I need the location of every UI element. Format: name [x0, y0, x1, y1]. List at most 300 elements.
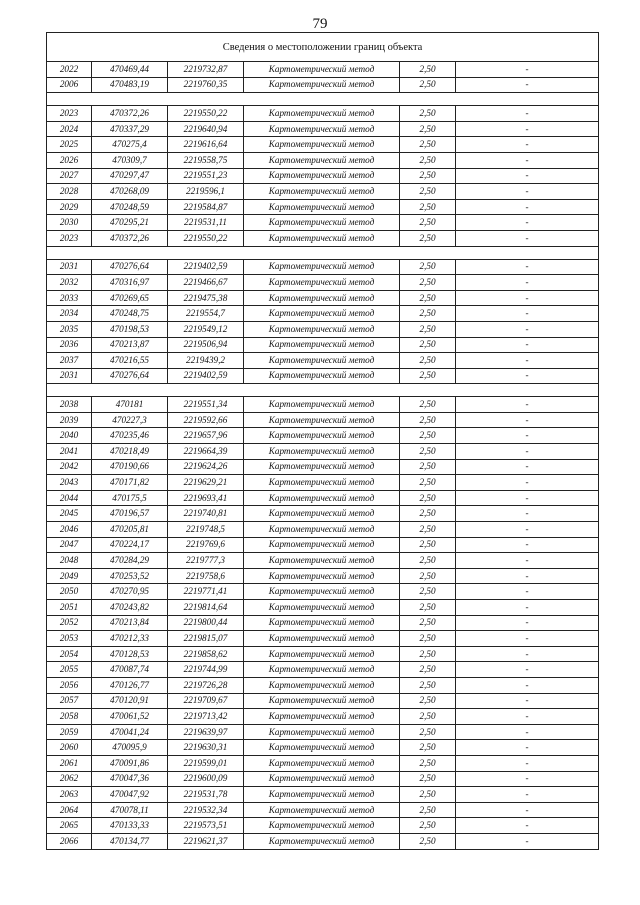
- point-number-cell: 2042: [47, 459, 92, 475]
- x-coordinate-cell: 470270,95: [92, 584, 168, 600]
- y-coordinate-cell: 2219858,62: [168, 646, 244, 662]
- x-coordinate-cell: 470134,77: [92, 833, 168, 849]
- y-coordinate-cell: 2219758,6: [168, 568, 244, 584]
- point-number-cell: 2039: [47, 412, 92, 428]
- accuracy-cell: 2,50: [400, 646, 456, 662]
- table-row: [47, 724, 599, 740]
- accuracy-cell: 2,50: [400, 397, 456, 413]
- accuracy-cell: 2,50: [400, 368, 456, 384]
- y-coordinate-cell: 2219769,6: [168, 537, 244, 553]
- group-separator-cell: [47, 246, 599, 259]
- table-row: [47, 337, 599, 353]
- accuracy-cell: 2,50: [400, 693, 456, 709]
- point-number-cell: 2026: [47, 152, 92, 168]
- table-row: [47, 412, 599, 428]
- point-number-cell: 2063: [47, 787, 92, 803]
- method-cell: Картометрический метод: [244, 337, 400, 353]
- point-number-cell: 2027: [47, 168, 92, 184]
- x-coordinate-cell: 470295,21: [92, 215, 168, 231]
- point-number-cell: 2032: [47, 275, 92, 291]
- method-cell: Картометрический метод: [244, 740, 400, 756]
- accuracy-cell: 2,50: [400, 787, 456, 803]
- y-coordinate-cell: 2219726,28: [168, 677, 244, 693]
- accuracy-cell: 2,50: [400, 121, 456, 137]
- method-cell: Картометрический метод: [244, 121, 400, 137]
- table-row: [47, 184, 599, 200]
- method-cell: Картометрический метод: [244, 771, 400, 787]
- x-coordinate-cell: 470276,64: [92, 259, 168, 275]
- accuracy-cell: 2,50: [400, 77, 456, 93]
- table-row: [47, 397, 599, 413]
- accuracy-cell: 2,50: [400, 321, 456, 337]
- table-row: [47, 121, 599, 137]
- x-coordinate-cell: 470181: [92, 397, 168, 413]
- accuracy-cell: 2,50: [400, 168, 456, 184]
- accuracy-cell: 2,50: [400, 568, 456, 584]
- x-coordinate-cell: 470216,55: [92, 353, 168, 369]
- point-number-cell: 2046: [47, 522, 92, 538]
- y-coordinate-cell: 2219554,7: [168, 306, 244, 322]
- description-cell: -: [456, 490, 599, 506]
- y-coordinate-cell: 2219709,67: [168, 693, 244, 709]
- y-coordinate-cell: 2219629,21: [168, 475, 244, 491]
- description-cell: -: [456, 662, 599, 678]
- description-cell: -: [456, 321, 599, 337]
- point-number-cell: 2033: [47, 290, 92, 306]
- table-row: [47, 275, 599, 291]
- method-cell: Картометрический метод: [244, 428, 400, 444]
- group-separator-row: [47, 384, 599, 397]
- y-coordinate-cell: 2219584,87: [168, 199, 244, 215]
- accuracy-cell: 2,50: [400, 106, 456, 122]
- method-cell: Картометрический метод: [244, 818, 400, 834]
- x-coordinate-cell: 470212,33: [92, 631, 168, 647]
- method-cell: Картометрический метод: [244, 755, 400, 771]
- table-row: [47, 62, 599, 78]
- method-cell: Картометрический метод: [244, 444, 400, 460]
- table-row: [47, 802, 599, 818]
- y-coordinate-cell: 2219600,09: [168, 771, 244, 787]
- point-number-cell: 2061: [47, 755, 92, 771]
- point-number-cell: 2041: [47, 444, 92, 460]
- description-cell: -: [456, 428, 599, 444]
- description-cell: -: [456, 740, 599, 756]
- point-number-cell: 2030: [47, 215, 92, 231]
- description-cell: -: [456, 184, 599, 200]
- table-row: [47, 106, 599, 122]
- x-coordinate-cell: 470268,09: [92, 184, 168, 200]
- method-cell: Картометрический метод: [244, 802, 400, 818]
- description-cell: -: [456, 724, 599, 740]
- accuracy-cell: 2,50: [400, 802, 456, 818]
- y-coordinate-cell: 2219664,39: [168, 444, 244, 460]
- x-coordinate-cell: 470091,86: [92, 755, 168, 771]
- point-number-cell: 2044: [47, 490, 92, 506]
- point-number-cell: 2006: [47, 77, 92, 93]
- point-number-cell: 2058: [47, 709, 92, 725]
- accuracy-cell: 2,50: [400, 290, 456, 306]
- y-coordinate-cell: 2219599,01: [168, 755, 244, 771]
- table-row: [47, 553, 599, 569]
- y-coordinate-cell: 2219402,59: [168, 259, 244, 275]
- method-cell: Картометрический метод: [244, 137, 400, 153]
- method-cell: Картометрический метод: [244, 215, 400, 231]
- method-cell: Картометрический метод: [244, 522, 400, 538]
- method-cell: Картометрический метод: [244, 152, 400, 168]
- method-cell: Картометрический метод: [244, 662, 400, 678]
- x-coordinate-cell: 470205,81: [92, 522, 168, 538]
- description-cell: -: [456, 771, 599, 787]
- table-row: [47, 833, 599, 849]
- y-coordinate-cell: 2219639,97: [168, 724, 244, 740]
- y-coordinate-cell: 2219624,26: [168, 459, 244, 475]
- method-cell: Картометрический метод: [244, 537, 400, 553]
- x-coordinate-cell: 470061,52: [92, 709, 168, 725]
- accuracy-cell: 2,50: [400, 337, 456, 353]
- y-coordinate-cell: 2219549,12: [168, 321, 244, 337]
- table-row: [47, 199, 599, 215]
- x-coordinate-cell: 470284,29: [92, 553, 168, 569]
- x-coordinate-cell: 470243,82: [92, 600, 168, 616]
- y-coordinate-cell: 2219550,22: [168, 230, 244, 246]
- method-cell: Картометрический метод: [244, 106, 400, 122]
- x-coordinate-cell: 470483,19: [92, 77, 168, 93]
- point-number-cell: 2050: [47, 584, 92, 600]
- y-coordinate-cell: 2219531,11: [168, 215, 244, 231]
- method-cell: Картометрический метод: [244, 62, 400, 78]
- method-cell: Картометрический метод: [244, 275, 400, 291]
- x-coordinate-cell: 470218,49: [92, 444, 168, 460]
- point-number-cell: 2035: [47, 321, 92, 337]
- table-row: [47, 662, 599, 678]
- point-number-cell: 2054: [47, 646, 92, 662]
- description-cell: -: [456, 802, 599, 818]
- method-cell: Картометрический метод: [244, 397, 400, 413]
- y-coordinate-cell: 2219800,44: [168, 615, 244, 631]
- x-coordinate-cell: 470227,3: [92, 412, 168, 428]
- x-coordinate-cell: 470235,46: [92, 428, 168, 444]
- y-coordinate-cell: 2219531,78: [168, 787, 244, 803]
- description-cell: -: [456, 397, 599, 413]
- description-cell: -: [456, 818, 599, 834]
- accuracy-cell: 2,50: [400, 724, 456, 740]
- description-cell: -: [456, 215, 599, 231]
- point-number-cell: 2024: [47, 121, 92, 137]
- table-row: [47, 584, 599, 600]
- method-cell: Картометрический метод: [244, 833, 400, 849]
- method-cell: Картометрический метод: [244, 459, 400, 475]
- table-row: [47, 428, 599, 444]
- description-cell: -: [456, 646, 599, 662]
- description-cell: -: [456, 459, 599, 475]
- method-cell: Картометрический метод: [244, 646, 400, 662]
- description-cell: -: [456, 259, 599, 275]
- method-cell: Картометрический метод: [244, 787, 400, 803]
- y-coordinate-cell: 2219771,41: [168, 584, 244, 600]
- accuracy-cell: 2,50: [400, 553, 456, 569]
- x-coordinate-cell: 470372,26: [92, 106, 168, 122]
- table-row: [47, 522, 599, 538]
- table-title-row: [47, 33, 599, 62]
- x-coordinate-cell: 470372,26: [92, 230, 168, 246]
- x-coordinate-cell: 470213,87: [92, 337, 168, 353]
- point-number-cell: 2022: [47, 62, 92, 78]
- description-cell: -: [456, 833, 599, 849]
- table-row: [47, 709, 599, 725]
- description-cell: -: [456, 275, 599, 291]
- table-row: [47, 740, 599, 756]
- x-coordinate-cell: 470175,5: [92, 490, 168, 506]
- point-number-cell: 2053: [47, 631, 92, 647]
- accuracy-cell: 2,50: [400, 444, 456, 460]
- x-coordinate-cell: 470248,59: [92, 199, 168, 215]
- point-number-cell: 2040: [47, 428, 92, 444]
- method-cell: Картометрический метод: [244, 677, 400, 693]
- description-cell: -: [456, 568, 599, 584]
- y-coordinate-cell: 2219475,38: [168, 290, 244, 306]
- x-coordinate-cell: 470309,7: [92, 152, 168, 168]
- boundary-table-body: [47, 33, 599, 850]
- accuracy-cell: 2,50: [400, 506, 456, 522]
- method-cell: Картометрический метод: [244, 77, 400, 93]
- x-coordinate-cell: 470276,64: [92, 368, 168, 384]
- y-coordinate-cell: 2219402,59: [168, 368, 244, 384]
- x-coordinate-cell: 470253,52: [92, 568, 168, 584]
- y-coordinate-cell: 2219732,87: [168, 62, 244, 78]
- description-cell: -: [456, 152, 599, 168]
- method-cell: Картометрический метод: [244, 368, 400, 384]
- x-coordinate-cell: 470190,66: [92, 459, 168, 475]
- table-row: [47, 137, 599, 153]
- table-row: [47, 506, 599, 522]
- method-cell: Картометрический метод: [244, 568, 400, 584]
- description-cell: -: [456, 522, 599, 538]
- accuracy-cell: 2,50: [400, 755, 456, 771]
- x-coordinate-cell: 470041,24: [92, 724, 168, 740]
- method-cell: Картометрический метод: [244, 475, 400, 491]
- accuracy-cell: 2,50: [400, 199, 456, 215]
- point-number-cell: 2057: [47, 693, 92, 709]
- point-number-cell: 2036: [47, 337, 92, 353]
- table-row: [47, 537, 599, 553]
- point-number-cell: 2034: [47, 306, 92, 322]
- table-row: [47, 475, 599, 491]
- table-row: [47, 290, 599, 306]
- y-coordinate-cell: 2219551,34: [168, 397, 244, 413]
- method-cell: Картометрический метод: [244, 168, 400, 184]
- description-cell: -: [456, 709, 599, 725]
- table-row: [47, 168, 599, 184]
- table-row: [47, 755, 599, 771]
- accuracy-cell: 2,50: [400, 184, 456, 200]
- y-coordinate-cell: 2219740,81: [168, 506, 244, 522]
- x-coordinate-cell: 470171,82: [92, 475, 168, 491]
- accuracy-cell: 2,50: [400, 428, 456, 444]
- point-number-cell: 2059: [47, 724, 92, 740]
- point-number-cell: 2031: [47, 259, 92, 275]
- x-coordinate-cell: 470120,91: [92, 693, 168, 709]
- method-cell: Картометрический метод: [244, 553, 400, 569]
- table-row: [47, 152, 599, 168]
- table-title: Сведения о местоположении границ объекта: [47, 33, 599, 62]
- y-coordinate-cell: 2219616,64: [168, 137, 244, 153]
- accuracy-cell: 2,50: [400, 137, 456, 153]
- accuracy-cell: 2,50: [400, 259, 456, 275]
- x-coordinate-cell: 470047,36: [92, 771, 168, 787]
- description-cell: -: [456, 353, 599, 369]
- description-cell: -: [456, 412, 599, 428]
- method-cell: Картометрический метод: [244, 615, 400, 631]
- method-cell: Картометрический метод: [244, 724, 400, 740]
- y-coordinate-cell: 2219693,41: [168, 490, 244, 506]
- accuracy-cell: 2,50: [400, 475, 456, 491]
- point-number-cell: 2049: [47, 568, 92, 584]
- x-coordinate-cell: 470248,75: [92, 306, 168, 322]
- point-number-cell: 2038: [47, 397, 92, 413]
- boundary-table: [46, 32, 599, 850]
- method-cell: Картометрический метод: [244, 709, 400, 725]
- y-coordinate-cell: 2219744,99: [168, 662, 244, 678]
- group-separator-row: [47, 246, 599, 259]
- x-coordinate-cell: 470196,57: [92, 506, 168, 522]
- table-row: [47, 368, 599, 384]
- table-row: [47, 677, 599, 693]
- accuracy-cell: 2,50: [400, 537, 456, 553]
- y-coordinate-cell: 2219506,94: [168, 337, 244, 353]
- accuracy-cell: 2,50: [400, 459, 456, 475]
- description-cell: -: [456, 368, 599, 384]
- description-cell: -: [456, 693, 599, 709]
- y-coordinate-cell: 2219532,34: [168, 802, 244, 818]
- y-coordinate-cell: 2219657,96: [168, 428, 244, 444]
- x-coordinate-cell: 470316,97: [92, 275, 168, 291]
- table-row: [47, 444, 599, 460]
- y-coordinate-cell: 2219466,67: [168, 275, 244, 291]
- point-number-cell: 2025: [47, 137, 92, 153]
- method-cell: Картометрический метод: [244, 490, 400, 506]
- description-cell: -: [456, 62, 599, 78]
- x-coordinate-cell: 470095,9: [92, 740, 168, 756]
- x-coordinate-cell: 470337,29: [92, 121, 168, 137]
- group-separator-cell: [47, 384, 599, 397]
- description-cell: -: [456, 337, 599, 353]
- description-cell: -: [456, 106, 599, 122]
- accuracy-cell: 2,50: [400, 833, 456, 849]
- y-coordinate-cell: 2219558,75: [168, 152, 244, 168]
- table-row: [47, 259, 599, 275]
- table-row: [47, 321, 599, 337]
- point-number-cell: 2064: [47, 802, 92, 818]
- table-row: [47, 353, 599, 369]
- y-coordinate-cell: 2219760,35: [168, 77, 244, 93]
- description-cell: -: [456, 584, 599, 600]
- point-number-cell: 2065: [47, 818, 92, 834]
- table-row: [47, 230, 599, 246]
- accuracy-cell: 2,50: [400, 709, 456, 725]
- accuracy-cell: 2,50: [400, 631, 456, 647]
- y-coordinate-cell: 2219592,66: [168, 412, 244, 428]
- table-row: [47, 787, 599, 803]
- accuracy-cell: 2,50: [400, 818, 456, 834]
- x-coordinate-cell: 470126,77: [92, 677, 168, 693]
- table-row: [47, 818, 599, 834]
- method-cell: Картометрический метод: [244, 184, 400, 200]
- group-separator-cell: [47, 93, 599, 106]
- y-coordinate-cell: 2219713,42: [168, 709, 244, 725]
- description-cell: -: [456, 615, 599, 631]
- method-cell: Картометрический метод: [244, 353, 400, 369]
- method-cell: Картометрический метод: [244, 600, 400, 616]
- table-row: [47, 215, 599, 231]
- description-cell: -: [456, 137, 599, 153]
- point-number-cell: 2023: [47, 230, 92, 246]
- accuracy-cell: 2,50: [400, 230, 456, 246]
- point-number-cell: 2029: [47, 199, 92, 215]
- x-coordinate-cell: 470087,74: [92, 662, 168, 678]
- y-coordinate-cell: 2219439,2: [168, 353, 244, 369]
- accuracy-cell: 2,50: [400, 662, 456, 678]
- table-row: [47, 771, 599, 787]
- accuracy-cell: 2,50: [400, 490, 456, 506]
- y-coordinate-cell: 2219596,1: [168, 184, 244, 200]
- point-number-cell: 2023: [47, 106, 92, 122]
- point-number-cell: 2056: [47, 677, 92, 693]
- table-row: [47, 615, 599, 631]
- accuracy-cell: 2,50: [400, 771, 456, 787]
- table-row: [47, 306, 599, 322]
- description-cell: -: [456, 600, 599, 616]
- description-cell: -: [456, 121, 599, 137]
- point-number-cell: 2052: [47, 615, 92, 631]
- accuracy-cell: 2,50: [400, 600, 456, 616]
- y-coordinate-cell: 2219573,51: [168, 818, 244, 834]
- accuracy-cell: 2,50: [400, 412, 456, 428]
- method-cell: Картометрический метод: [244, 584, 400, 600]
- method-cell: Картометрический метод: [244, 230, 400, 246]
- description-cell: -: [456, 787, 599, 803]
- point-number-cell: 2037: [47, 353, 92, 369]
- page-number: 79: [312, 16, 328, 32]
- accuracy-cell: 2,50: [400, 62, 456, 78]
- description-cell: -: [456, 553, 599, 569]
- x-coordinate-cell: 470469,44: [92, 62, 168, 78]
- description-cell: -: [456, 475, 599, 491]
- table-row: [47, 646, 599, 662]
- description-cell: -: [456, 677, 599, 693]
- point-number-cell: 2062: [47, 771, 92, 787]
- method-cell: Картометрический метод: [244, 412, 400, 428]
- description-cell: -: [456, 168, 599, 184]
- method-cell: Картометрический метод: [244, 306, 400, 322]
- point-number-cell: 2045: [47, 506, 92, 522]
- x-coordinate-cell: 470133,33: [92, 818, 168, 834]
- method-cell: Картометрический метод: [244, 199, 400, 215]
- point-number-cell: 2031: [47, 368, 92, 384]
- accuracy-cell: 2,50: [400, 522, 456, 538]
- accuracy-cell: 2,50: [400, 215, 456, 231]
- y-coordinate-cell: 2219551,23: [168, 168, 244, 184]
- x-coordinate-cell: 470128,53: [92, 646, 168, 662]
- method-cell: Картометрический метод: [244, 321, 400, 337]
- accuracy-cell: 2,50: [400, 275, 456, 291]
- point-number-cell: 2066: [47, 833, 92, 849]
- accuracy-cell: 2,50: [400, 740, 456, 756]
- accuracy-cell: 2,50: [400, 677, 456, 693]
- y-coordinate-cell: 2219550,22: [168, 106, 244, 122]
- description-cell: -: [456, 230, 599, 246]
- table-row: [47, 568, 599, 584]
- table-row: [47, 77, 599, 93]
